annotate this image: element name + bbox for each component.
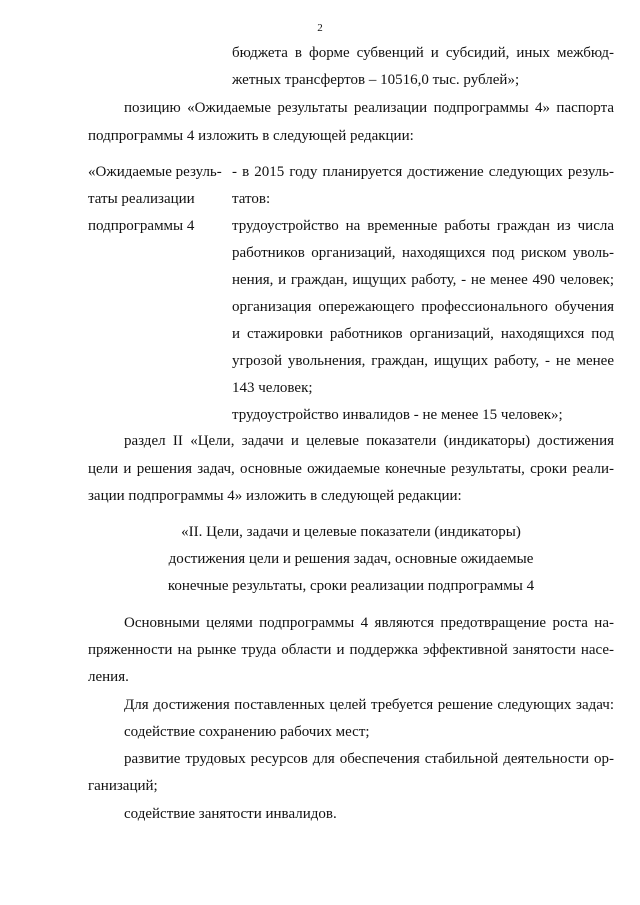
- section-heading-line-1: «II. Цели, задачи и целевые показатели (индикаторы): [181, 524, 521, 540]
- task-item-line-1: развитие трудовых ресурсов для обеспечения стабильной деятельности ор-: [124, 751, 614, 767]
- tasks-intro-paragraph: Для достижения поставленных целей требуется решение следующих задач:: [124, 697, 614, 713]
- passport-value-line: - в 2015 году планируется достижение следующих резуль-: [232, 164, 614, 180]
- section-paragraph-line-3: зации подпрограммы 4» изложить в следующей редакции:: [88, 488, 462, 504]
- goals-paragraph-line-2: пряженности на рынке труда области и поддержка эффективной занятости насе-: [88, 642, 614, 658]
- passport-value-line: трудоустройство инвалидов - не менее 15 человек»;: [232, 407, 563, 423]
- page-number: 2: [317, 22, 323, 34]
- task-item: содействие сохранению рабочих мест;: [124, 724, 370, 740]
- passport-value-line: трудоустройство на временные работы граждан из числа: [232, 218, 614, 234]
- section-paragraph-line-2: цели и решения задач, основные ожидаемые конечные результаты, сроки реали-: [88, 461, 614, 477]
- intro-line-2: жетных трансфертов – 10516,0 тыс. рублей»;: [232, 72, 520, 88]
- passport-label-line: таты реализации: [88, 191, 195, 207]
- section-heading-line-3: конечные результаты, сроки реализации подпрограммы 4: [167, 578, 535, 594]
- passport-value-line: работников организаций, находящихся под риском уволь-: [232, 245, 614, 261]
- passport-value-line: организация опережающего профессионального обучения: [232, 299, 614, 315]
- goals-paragraph-line-1: Основными целями подпрограммы 4 являются предотвращение роста на-: [124, 615, 614, 631]
- task-item-line-2: ганизаций;: [88, 778, 158, 794]
- passport-value-line: и стажировки работников организаций, находящихся под: [232, 326, 614, 342]
- position-paragraph-line-1: позицию «Ожидаемые результаты реализации подпрограммы 4» паспорта: [124, 100, 614, 116]
- position-paragraph-line-2: подпрограммы 4 изложить в следующей редакции:: [88, 128, 414, 144]
- section-heading-line-2: достижения цели и решения задач, основные ожидаемые: [168, 551, 534, 567]
- section-paragraph-line-1: раздел II «Цели, задачи и целевые показатели (индикаторы) достижения: [124, 433, 614, 449]
- intro-line-1: бюджета в форме субвенций и субсидий, иных межбюд-: [232, 45, 614, 61]
- goals-paragraph-line-3: ления.: [88, 669, 129, 685]
- passport-label-line: подпрограммы 4: [88, 218, 195, 234]
- task-item: содействие занятости инвалидов.: [124, 806, 337, 822]
- passport-value-line: нения, и граждан, ищущих работу, - не менее 490 человек;: [232, 272, 614, 288]
- passport-label-line: «Ожидаемые резуль-: [88, 164, 222, 180]
- passport-value-line: угрозой увольнения, граждан, ищущих работу, - не менее: [232, 353, 614, 369]
- passport-value-line: татов:: [232, 191, 271, 207]
- passport-value-line: 143 человек;: [232, 380, 313, 396]
